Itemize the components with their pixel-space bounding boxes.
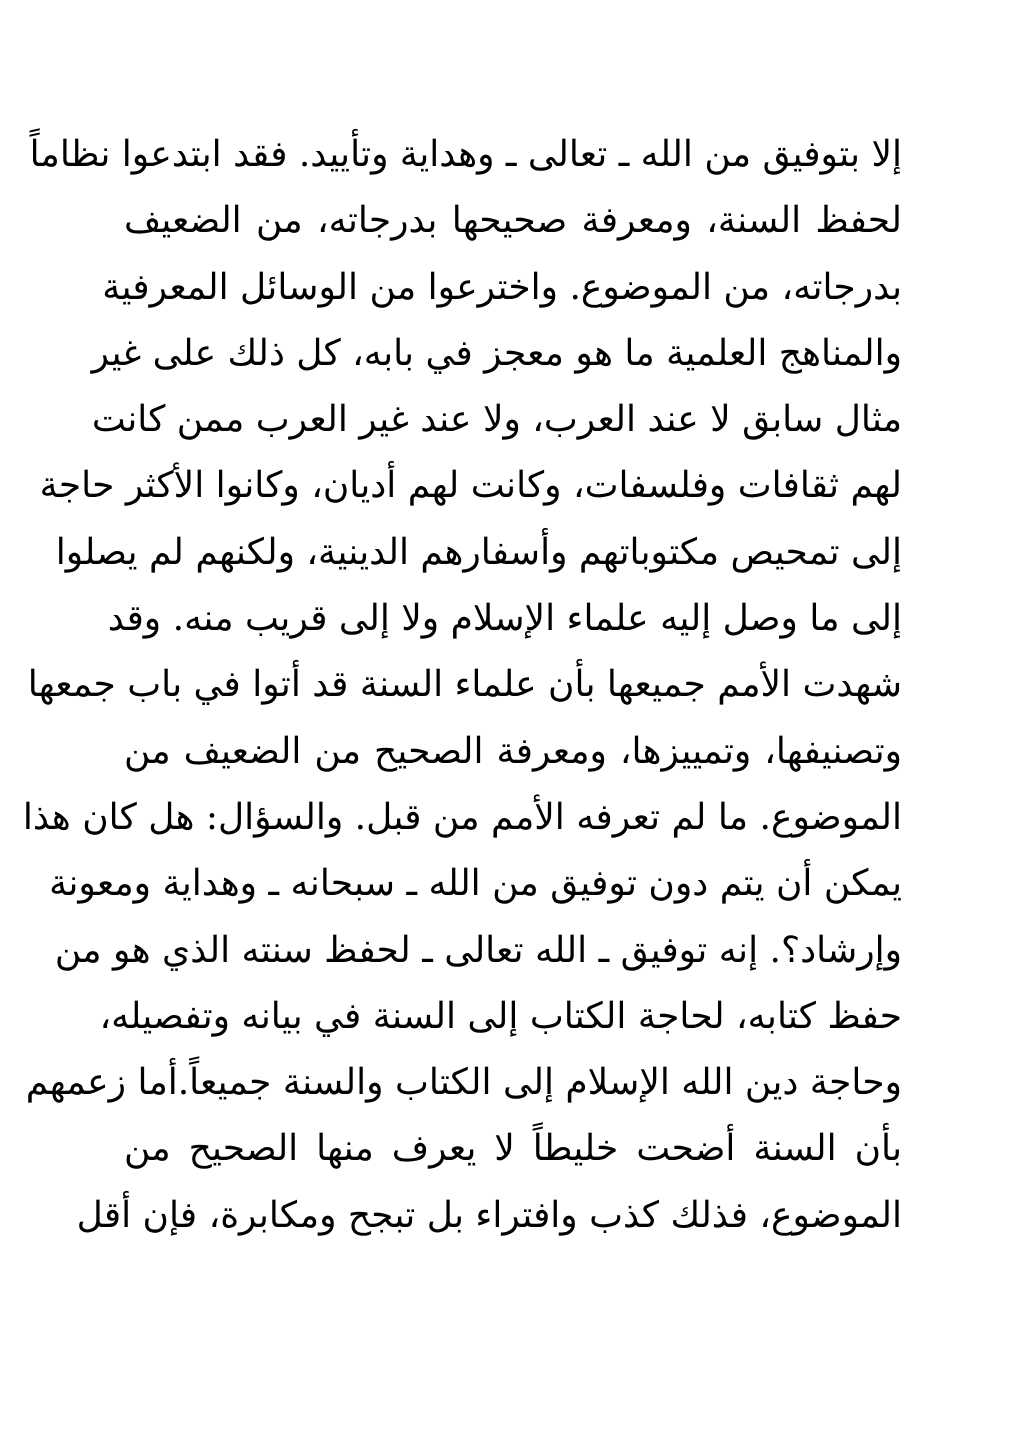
text-line-8: إلى ما وصل إليه علماء الإسلام ولا إلى قريب منه. وقد bbox=[107, 598, 902, 640]
body-text bbox=[22, 122, 902, 1249]
text-line-11: الموضوع. ما لم تعرفه الأمم من قبل. والسؤال: هل كان هذا bbox=[22, 796, 902, 838]
text-line-10: وتصنيفها، وتمييزها، ومعرفة الصحيح من الضعيف من bbox=[124, 730, 902, 772]
text-line-3: بدرجاته، من الموضوع. واخترعوا من الوسائل المعرفية bbox=[102, 266, 902, 308]
text-line-12: يمكن أن يتم دون توفيق من الله ـ سبحانه ـ وهداية ومعونة bbox=[49, 863, 902, 905]
text-line-4: والمناهج العلمية ما هو معجز في بابه، كل ذلك على غير bbox=[91, 332, 902, 374]
text-line-14: حفظ كتابه، لحاجة الكتاب إلى السنة في بيانه وتفصيله، bbox=[99, 995, 902, 1037]
text-line-17: الموضوع، فذلك كذب وافتراء بل تبجح ومكابرة، فإن أقل bbox=[76, 1194, 902, 1236]
text-line-9: شهدت الأمم جميعها بأن علماء السنة قد أتوا في باب جمعها bbox=[27, 664, 902, 706]
text-line-2: لحفظ السنة، ومعرفة صحيحها بدرجاته، من الضعيف bbox=[124, 200, 902, 242]
text-line-5: مثال سابق لا عند العرب، ولا عند غير العرب ممن كانت bbox=[91, 399, 902, 441]
text-line-7: إلى تمحيص مكتوباتهم وأسفارهم الدينية، ولكنهم لم يصلوا bbox=[55, 531, 902, 573]
text-line-1: إلا بتوفيق من الله ـ تعالى ـ وهداية وتأييد. فقد ابتدعوا نظاماً bbox=[29, 134, 902, 175]
text-line-6: لهم ثقافات وفلسفات، وكانت لهم أديان، وكانوا الأكثر حاجة bbox=[39, 465, 902, 507]
text-line-16: بأن السنة أضحت خليطاً لا يعرف منها الصحيح من bbox=[124, 1128, 902, 1170]
text-line-13: وإرشاد؟. إنه توفيق ـ الله تعالى ـ لحفظ سنته الذي هو من bbox=[54, 929, 902, 971]
text-line-15: وحاجة دين الله الإسلام إلى الكتاب والسنة جميعاً.أما زعمهم bbox=[25, 1062, 902, 1104]
